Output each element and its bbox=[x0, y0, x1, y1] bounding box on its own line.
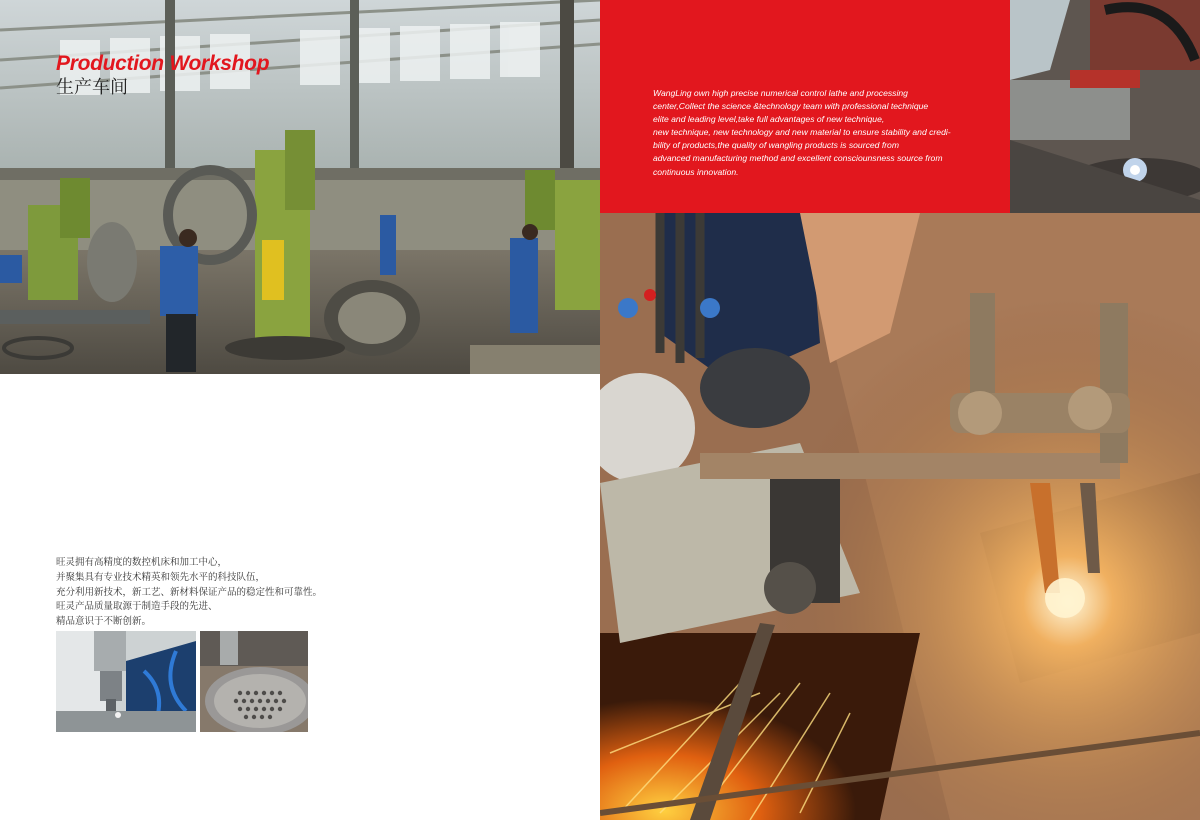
en-line: elite and leading level,take full advantages of new technique, bbox=[653, 114, 885, 125]
page-subtitle-cn: 生产车间 bbox=[56, 77, 128, 98]
cnc-milling-photo bbox=[56, 631, 196, 732]
title-block bbox=[56, 52, 269, 99]
page-title: Production Workshop bbox=[56, 52, 270, 75]
cn-paragraph bbox=[56, 556, 356, 630]
cn-line: 充分利用新技术，新工艺、新材料保证产品的稳定性和可靠性。 bbox=[56, 586, 323, 598]
cn-line: 并聚集具有专业技术精英和领先水平的科技队伍， bbox=[56, 571, 266, 583]
cn-line: 精品意识于不断创新。 bbox=[56, 616, 152, 628]
en-line: WangLing own high precise numerical control lathe and processing bbox=[653, 88, 908, 98]
en-line: new technique, new technology and new material to ensure stability and credi- bbox=[653, 127, 951, 138]
tube-plate-photo bbox=[200, 631, 308, 732]
en-line: continuous innovation. bbox=[653, 166, 739, 177]
flame-cutting-photo bbox=[600, 213, 1200, 820]
cn-line: 旺灵拥有高精度的数控机床和加工中心， bbox=[56, 557, 228, 568]
cn-line: 旺灵产品质量取源于制造手段的先进、 bbox=[56, 601, 218, 613]
welding-photo bbox=[1010, 0, 1200, 213]
en-line: center,Collect the science &technology team with professional technique bbox=[653, 101, 929, 112]
en-line: bility of products,the quality of wangling products is sourced from bbox=[653, 140, 900, 151]
en-line: advanced manufacturing method and excellent consciounsness source from bbox=[653, 153, 943, 164]
en-paragraph bbox=[653, 87, 998, 179]
red-text-panel bbox=[600, 0, 1010, 213]
